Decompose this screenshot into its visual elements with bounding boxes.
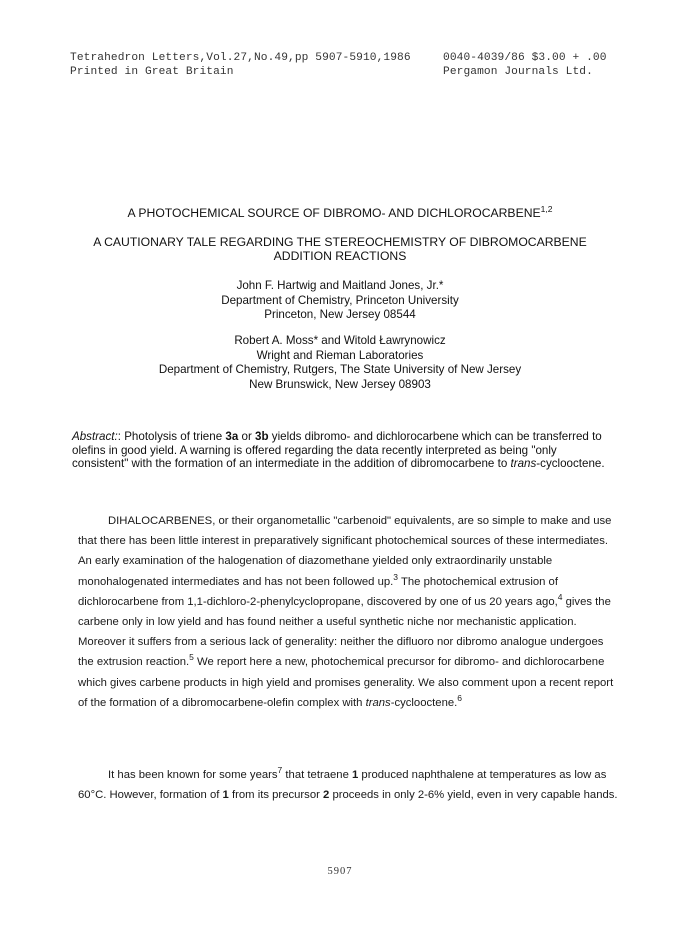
author-names-1: John F. Hartwig and Maitland Jones, Jr.*	[236, 279, 444, 292]
author-group-2	[0, 334, 680, 392]
publisher: Pergamon Journals Ltd.	[443, 66, 593, 78]
body-text: We report here a new, photochemical precursor for dibromo- and dichlorocarbene which gives carbene products in high yield and promises generality. We also comment upon a recent report of the formation of a dibromocarbene-olefin complex with	[78, 656, 614, 709]
affiliation-city-1: Princeton, New Jersey 08544	[264, 308, 416, 321]
body-text: proceeds in only 2-6% yield, even in very capable hands.	[329, 789, 618, 802]
body-text: The photochemical extrusion of dichlorocarbene from 1,1-dichloro-2-phenylcyclopropane, discovered by one of us 20 years ago,	[78, 575, 558, 608]
reference-marker: 4	[557, 591, 563, 602]
printed-in: Printed in Great Britain	[70, 66, 234, 78]
body-text: It has been known for some years	[108, 769, 278, 781]
body-paragraph-2	[78, 765, 618, 805]
compound-ref: 3b	[255, 430, 269, 443]
abstract-text: -cyclooctene.	[536, 457, 605, 471]
body-paragraph-1	[78, 511, 618, 713]
paper-subtitle-line1: A CAUTIONARY TALE REGARDING THE STEREOCHEMISTRY OF DIBROMOCARBENE	[93, 235, 587, 249]
issn-price: 0040-4039/86 $3.00 + .00	[443, 52, 607, 64]
reference-marker: 3	[393, 571, 399, 582]
compound-ref: 1	[222, 789, 229, 802]
reference-marker: 7	[277, 765, 283, 775]
abstract-text: yields dibromo- and dichlorocarbene which can be transferred to olefins in good yield. A warning is offered regarding the data recently interpreted as being "only consistent" with the formation of an intermediate in the addition of dibromocarbene to	[72, 430, 602, 471]
body-text: -cyclooctene.	[390, 696, 458, 709]
compound-ref: 3a	[225, 430, 239, 443]
body-text: gives the carbene only in low yield and has found neither a useful synthetic niche nor mechanistic application. Moreover it suffers from a serious lack of generality: neither the difluoro nor dibromo analogue undergoes the extrusion reaction.	[78, 595, 611, 669]
affiliation-city-2: New Brunswick, New Jersey 08903	[249, 377, 431, 391]
body-text: that tetraene	[282, 769, 352, 781]
paper-title	[0, 206, 680, 220]
abstract-label: Abstract:	[72, 430, 118, 443]
journal-citation: Tetrahedron Letters,Vol.27,No.49,pp 5907-5910,1986	[70, 52, 411, 64]
page-number: 5907	[327, 866, 353, 877]
reference-marker: 5	[189, 652, 194, 663]
affiliation-dept-2: Department of Chemistry, Rutgers, The State University of New Jersey	[158, 363, 522, 376]
compound-ref: 2	[323, 789, 330, 802]
reference-marker: 6	[457, 692, 463, 703]
author-group-1	[0, 279, 680, 323]
body-text: DIHALOCARBENES, or their organometallic "carbenoid" equivalents, are so simple to make and use that there has been little interest in preparatively significant photochemical sources of these intermediates. An early examination of the halogenation of diazomethane yielded only extraordinarily unstable monohalogenated intermediates and has not been followed up.	[78, 515, 612, 588]
affiliation-lab-2: Wright and Rieman Laboratories	[256, 348, 424, 362]
abstract-text: or	[238, 430, 256, 443]
italic-term: trans	[510, 457, 537, 471]
title-footnote-ref: 1,2	[540, 204, 553, 214]
affiliation-dept-1: Department of Chemistry, Princeton University	[221, 293, 459, 307]
compound-ref: 1	[352, 769, 359, 781]
paper-title-text: A PHOTOCHEMICAL SOURCE OF DIBROMO- AND DICHLOROCARBENE	[127, 206, 541, 220]
abstract	[72, 430, 608, 471]
body-text: produced naphthalene at temperatures as low as 60°C. However, formation of	[78, 769, 607, 802]
abstract-text: : Photolysis of triene	[117, 430, 226, 443]
paper-subtitle-line2: ADDITION REACTIONS	[273, 249, 407, 263]
italic-term: trans	[365, 696, 391, 709]
author-names-2: Robert A. Moss* and Witold Ławrynowicz	[234, 334, 446, 347]
body-text: from its precursor	[228, 789, 324, 802]
